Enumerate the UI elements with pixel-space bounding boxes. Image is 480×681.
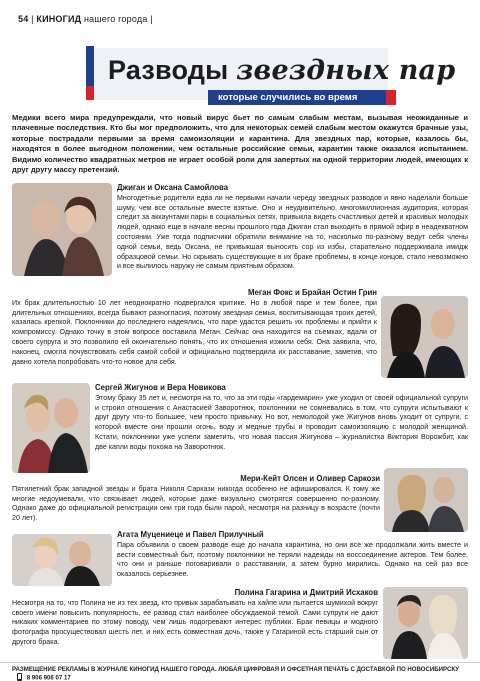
photo-zhigunov-novikova: [12, 383, 90, 473]
header-separator-2: |: [150, 14, 153, 24]
header-separator: |: [31, 14, 34, 24]
section-mutsenietse-priluchny: [117, 530, 468, 580]
section-heading: Полина Гагарина и Дмитрий Исхаков: [234, 588, 378, 597]
footer-text: РАЗМЕЩЕНИЕ РЕКЛАМЫ В ЖУРНАЛЕ КИНОГИД НАШЕГО ГОРОДА. ЛЮБАЯ ЦИФРОВАЯ И ОФСЕТНАЯ ПЕЧАТЬ С ДОСТАВКОЙ ПО НОВОСИБИРСКУ: [12, 666, 460, 673]
footer-phone: 8 906 906 07 17: [26, 674, 71, 681]
title-accent-blue: [86, 46, 94, 86]
section-heading: Меган Фокс и Брайан Остин Грин: [248, 288, 377, 297]
section-heading: Джиган и Оксана Самойлова: [117, 183, 229, 192]
section-text: Их брак длительностью 10 лет неоднократно подвергался критике. Но в любой паре и тем более, при длительных отношениях, всегда бывают разногласия, поэтому звездная семья, воспитывающая троих детей, казалась крепкой. Поклонники до последнего надеялись, что паре удастся решить их проблемы и прийти к компромиссу. Однако точку в этом вопросе поставила Меган. Сейчас она находится на съемках, вдали от своего супруга и это позволило ей окончательно понять, что их отношения изжили себя. Она заявила, что, наконец, смогла почувствовать себя самой собой и официально подтвердила их расставание, заметив, что давно хотела попробовать что-то новое для себя.: [12, 298, 377, 366]
article-intro: Медики всего мира предупреждали, что новый вирус бьет по самым слабым местам, вызывая неожиданные и плачевные последствия. Кто бы мог предположить, что для некоторых семей слабым местом окажутся брачные узы, которые пострадали первыми за время самоизоляции и карантина. Для звездных пар, которые, казалось бы, находятся в более выгодном положении, чем остальные российские семьи, карантин также оказался испытанием. Видимо количество квадратных метров не играет особой роли для запертых на одной территории людей, имеющих к друг другу массу претензий.: [12, 113, 468, 175]
photo-dzhigan-samoylova: [12, 183, 112, 276]
subtitle-accent-red: [386, 90, 396, 105]
section-gagarina-iskhakov: [12, 588, 378, 648]
magazine-name: КИНОГИД: [36, 14, 82, 24]
section-text: Пятилетний брак западной звезды и брата Николя Саркази никогда особенно не афишировался. К тому же многие недоумевали, что связывает людей, которые даже визуально смотрятся совершенно по-разному. Однако даже до официальной регистрации они три года были парой, несмотря на разницу в возрасте (почти 20 лет).: [12, 484, 380, 523]
magazine-city: нашего города: [83, 14, 148, 24]
photo-gagarina-iskhakov: [383, 587, 468, 659]
page-footer: [0, 662, 480, 681]
title-part-2: звездных пар: [236, 55, 456, 86]
title-accent-red: [86, 86, 94, 100]
page-number: 54: [18, 14, 29, 24]
photo-fox-green: [381, 296, 468, 378]
photo-mutsenietse-priluchny: [12, 534, 112, 586]
section-heading: Сергей Жигунов и Вера Новикова: [95, 383, 226, 392]
page-header: [18, 14, 153, 24]
section-zhigunov-novikova: [95, 383, 468, 453]
article-title: [108, 55, 455, 86]
section-text: Пара объявила о своем разводе еще до начала карантина, но они все же продолжали жить вместе и вести совместный быт, поэтому поклонники не теряли надежды на воссоединение актеров. Тем более, что они и раньше поговаривали о расставании, а затем бурно мирились. Однако на сей раз все оказалось серьезнее.: [117, 540, 468, 579]
article-subtitle: которые случились во время пандемии: [208, 90, 386, 105]
photo-olsen-sarkozy: [384, 468, 468, 532]
section-text: Несмотря на то, что Полина не из тех звезд, кто привык зарабатывать на хайпе или пытается шумихой вокруг своего имени повысить популярность, ее развод стал наиболее обсуждаемой темой. Сами супруги не дают никаких комментариев по этому поводу, чем лишь подогревают интерес публики. Брак певицы и модного фотографа просуществовал шесть лет, и них есть совместная дочь, также у Гагариной есть старший сын от другого брака.: [12, 598, 378, 646]
section-text: Этому браку 35 лет и, несмотря на то, что за эти годы «гардемарин» уже уходил от своей официальной супруги и строил отношения с Анастасией Заворотнюк, поклонники не сомневались в том, что супруги испытывают к друг другу что-то большее, чем просто привычку. Но вот, немолодой уже Жигунов вновь уходит от супруги, с которой вместе они прошли огонь, воду и медные трубы и проводит самоизоляцию с молодой женщиной. Кстати, поклонники уже успели заметить, что новая пассия Жигунова – журналистка Виктория Ворожбит, как две капли воды похожа на Заворотнюк.: [95, 393, 468, 451]
phone-icon: [16, 673, 23, 681]
section-heading: Мери-Кейт Олсен и Оливер Саркози: [240, 474, 380, 483]
section-dzhigan-samoylova: [117, 183, 468, 272]
section-fox-green: [12, 288, 377, 367]
section-olsen-sarkozy: [12, 474, 380, 524]
title-part-1: Разводы: [108, 55, 229, 85]
section-text: Многодетные родители едва ли не первыми начали череду звездных разводов и явно наделали больше шуму, чем все остальные вместе взятые. Оно и неудивительно, многомиллионная аудитория, которая следит за аккаунтами пары в социальных сетях, привыкла видеть счастливых детей и красивых молодых людей, однако еще в начале весны прошлого года Джиган стал выходить в прямой эфир в неадекватном состоянии. Уже тогда подписчики обратили внимание на то, насколько по-разному ведут себя члены одной семьи, ведь Оксана, не привыкшая выносить сор из избы, старательно поддерживала имидж образцовой семьи. Но скрывать существующие в их браке проблемы, в конце концов, стало невозможно и все вылилось наружу не самым приятным образом.: [117, 193, 468, 271]
section-heading: Агата Муцениеце и Павел Прилучный: [117, 530, 264, 539]
